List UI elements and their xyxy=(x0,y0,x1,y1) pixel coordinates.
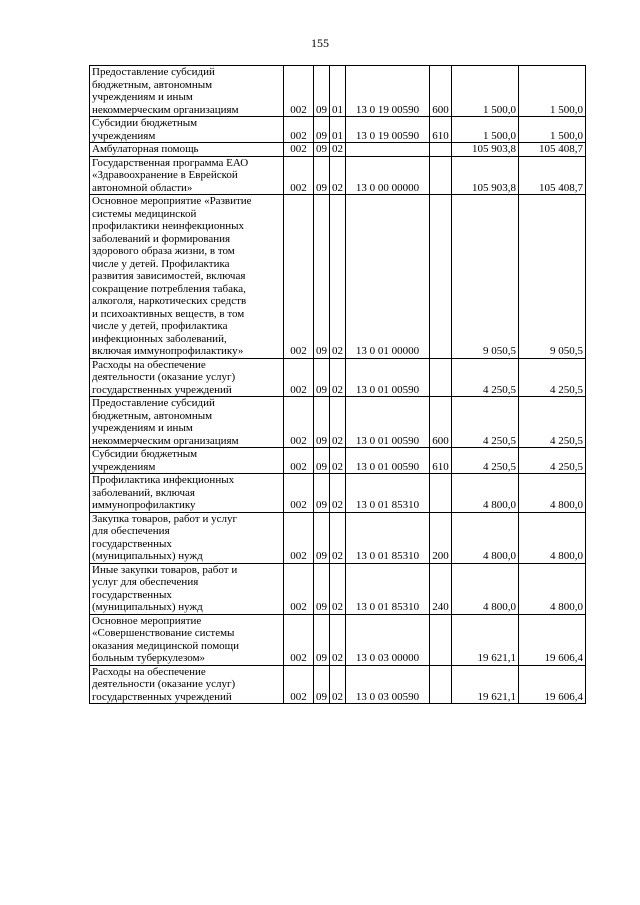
section-code-cell: 09 xyxy=(314,195,330,359)
ministry-code-cell: 002 xyxy=(284,66,314,117)
expense-type-cell xyxy=(430,143,452,157)
section-code-cell: 09 xyxy=(314,563,330,614)
row-name-cell: Субсидии бюджетным учреждениям xyxy=(90,448,284,474)
target-article-cell: 13 0 01 85310 xyxy=(346,512,430,563)
ministry-code-cell: 002 xyxy=(284,614,314,665)
expense-type-cell: 240 xyxy=(430,563,452,614)
amount-year-1-cell: 105 903,8 xyxy=(452,156,519,195)
target-article-cell: 13 0 01 85310 xyxy=(346,474,430,513)
row-name-cell: Расходы на обеспечение деятельности (оказание услуг) государственных учреждений xyxy=(90,358,284,397)
table-row xyxy=(90,117,586,143)
section-code-cell: 09 xyxy=(314,117,330,143)
ministry-code-cell: 002 xyxy=(284,563,314,614)
ministry-code-cell: 002 xyxy=(284,474,314,513)
section-code-cell: 09 xyxy=(314,448,330,474)
amount-year-2-cell: 9 050,5 xyxy=(519,195,586,359)
amount-year-2-cell: 19 606,4 xyxy=(519,614,586,665)
table-row xyxy=(90,143,586,157)
amount-year-2-cell: 4 800,0 xyxy=(519,512,586,563)
amount-year-1-cell: 4 800,0 xyxy=(452,563,519,614)
row-name-cell: Закупка товаров, работ и услуг для обеспечения государственных (муниципальных) нужд xyxy=(90,512,284,563)
expense-type-cell: 610 xyxy=(430,448,452,474)
amount-year-2-cell: 4 250,5 xyxy=(519,397,586,448)
row-name-cell: Амбулаторная помощь xyxy=(90,143,284,157)
row-name-cell: Предоставление субсидий бюджетным, автономным учреждениям и иным некоммерческим организациям xyxy=(90,397,284,448)
table-row xyxy=(90,563,586,614)
row-name-cell: Расходы на обеспечение деятельности (оказание услуг) государственных учреждений xyxy=(90,665,284,704)
section-code-cell: 09 xyxy=(314,614,330,665)
row-name-cell: Государственная программа ЕАО «Здравоохранение в Еврейской автономной области» xyxy=(90,156,284,195)
amount-year-1-cell: 105 903,8 xyxy=(452,143,519,157)
subsection-code-cell: 01 xyxy=(330,66,346,117)
subsection-code-cell: 02 xyxy=(330,512,346,563)
amount-year-2-cell: 4 250,5 xyxy=(519,358,586,397)
expense-type-cell xyxy=(430,156,452,195)
table-row xyxy=(90,448,586,474)
ministry-code-cell: 002 xyxy=(284,195,314,359)
target-article-cell: 13 0 03 00590 xyxy=(346,665,430,704)
amount-year-2-cell: 1 500,0 xyxy=(519,66,586,117)
amount-year-2-cell: 1 500,0 xyxy=(519,117,586,143)
table-row xyxy=(90,397,586,448)
amount-year-1-cell: 4 800,0 xyxy=(452,474,519,513)
expense-type-cell xyxy=(430,358,452,397)
ministry-code-cell: 002 xyxy=(284,156,314,195)
amount-year-1-cell: 4 250,5 xyxy=(452,397,519,448)
row-name-cell: Основное мероприятие «Совершенствование системы оказания медицинской помощи больным туберкулезом» xyxy=(90,614,284,665)
table-row xyxy=(90,614,586,665)
ministry-code-cell: 002 xyxy=(284,665,314,704)
expense-type-cell: 600 xyxy=(430,66,452,117)
section-code-cell: 09 xyxy=(314,665,330,704)
table-row xyxy=(90,512,586,563)
amount-year-2-cell: 19 606,4 xyxy=(519,665,586,704)
row-name-cell: Субсидии бюджетным учреждениям xyxy=(90,117,284,143)
amount-year-2-cell: 105 408,7 xyxy=(519,143,586,157)
expense-type-cell xyxy=(430,474,452,513)
amount-year-1-cell: 9 050,5 xyxy=(452,195,519,359)
section-code-cell: 09 xyxy=(314,512,330,563)
expense-type-cell xyxy=(430,195,452,359)
amount-year-1-cell: 4 250,5 xyxy=(452,448,519,474)
section-code-cell: 09 xyxy=(314,66,330,117)
ministry-code-cell: 002 xyxy=(284,143,314,157)
subsection-code-cell: 02 xyxy=(330,614,346,665)
target-article-cell: 13 0 01 00590 xyxy=(346,448,430,474)
ministry-code-cell: 002 xyxy=(284,512,314,563)
expense-type-cell xyxy=(430,665,452,704)
page-number: 155 xyxy=(311,36,329,50)
table-row xyxy=(90,156,586,195)
section-code-cell: 09 xyxy=(314,156,330,195)
subsection-code-cell: 02 xyxy=(330,358,346,397)
row-name-cell: Профилактика инфекционных заболеваний, включая иммунопрофилактику xyxy=(90,474,284,513)
ministry-code-cell: 002 xyxy=(284,358,314,397)
subsection-code-cell: 02 xyxy=(330,563,346,614)
amount-year-1-cell: 1 500,0 xyxy=(452,117,519,143)
budget-table xyxy=(89,65,586,704)
table-row xyxy=(90,195,586,359)
row-name-cell: Предоставление субсидий бюджетным, автономным учреждениям и иным некоммерческим организациям xyxy=(90,66,284,117)
section-code-cell: 09 xyxy=(314,143,330,157)
table-row xyxy=(90,66,586,117)
target-article-cell: 13 0 01 00590 xyxy=(346,397,430,448)
subsection-code-cell: 02 xyxy=(330,397,346,448)
row-name-cell: Иные закупки товаров, работ и услуг для обеспечения государственных (муниципальных) нужд xyxy=(90,563,284,614)
subsection-code-cell: 02 xyxy=(330,156,346,195)
subsection-code-cell: 02 xyxy=(330,195,346,359)
amount-year-1-cell: 1 500,0 xyxy=(452,66,519,117)
target-article-cell: 13 0 00 00000 xyxy=(346,156,430,195)
target-article-cell: 13 0 01 00590 xyxy=(346,358,430,397)
subsection-code-cell: 01 xyxy=(330,117,346,143)
ministry-code-cell: 002 xyxy=(284,448,314,474)
target-article-cell: 13 0 19 00590 xyxy=(346,66,430,117)
amount-year-1-cell: 19 621,1 xyxy=(452,665,519,704)
table-row xyxy=(90,665,586,704)
ministry-code-cell: 002 xyxy=(284,397,314,448)
table-row xyxy=(90,474,586,513)
target-article-cell: 13 0 01 00000 xyxy=(346,195,430,359)
ministry-code-cell: 002 xyxy=(284,117,314,143)
subsection-code-cell: 02 xyxy=(330,143,346,157)
target-article-cell: 13 0 19 00590 xyxy=(346,117,430,143)
row-name-cell: Основное мероприятие «Развитие системы медицинской профилактики неинфекционных заболеваний и формирования здорового образа жизни, в том числе у детей. Профилактика развития зависимостей, включая сокращение потребления табака, алкоголя, наркотических средств и психоактивных веществ, в том числе у детей, профилактика инфекционных заболеваний, включая иммунопрофилактику» xyxy=(90,195,284,359)
subsection-code-cell: 02 xyxy=(330,474,346,513)
subsection-code-cell: 02 xyxy=(330,448,346,474)
amount-year-2-cell: 4 800,0 xyxy=(519,563,586,614)
expense-type-cell: 600 xyxy=(430,397,452,448)
expense-type-cell: 200 xyxy=(430,512,452,563)
expense-type-cell xyxy=(430,614,452,665)
amount-year-1-cell: 4 800,0 xyxy=(452,512,519,563)
amount-year-1-cell: 4 250,5 xyxy=(452,358,519,397)
amount-year-1-cell: 19 621,1 xyxy=(452,614,519,665)
amount-year-2-cell: 105 408,7 xyxy=(519,156,586,195)
section-code-cell: 09 xyxy=(314,474,330,513)
section-code-cell: 09 xyxy=(314,358,330,397)
expense-type-cell: 610 xyxy=(430,117,452,143)
amount-year-2-cell: 4 800,0 xyxy=(519,474,586,513)
target-article-cell xyxy=(346,143,430,157)
target-article-cell: 13 0 01 85310 xyxy=(346,563,430,614)
amount-year-2-cell: 4 250,5 xyxy=(519,448,586,474)
table-row xyxy=(90,358,586,397)
subsection-code-cell: 02 xyxy=(330,665,346,704)
target-article-cell: 13 0 03 00000 xyxy=(346,614,430,665)
section-code-cell: 09 xyxy=(314,397,330,448)
